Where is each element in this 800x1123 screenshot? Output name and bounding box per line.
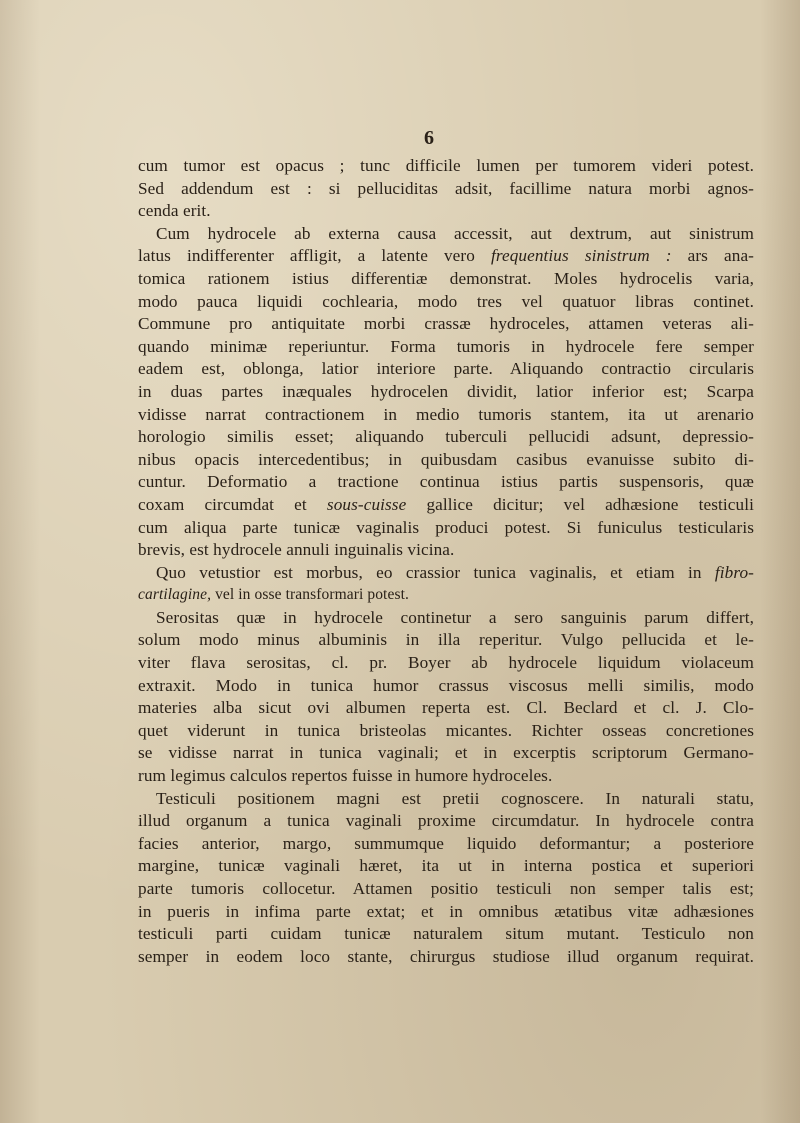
text-run: semper in eodem loco stante, chirurgus studiose illud organum requirat. (138, 946, 754, 966)
text-line (138, 268, 754, 291)
text-line (138, 652, 754, 675)
text-run: extraxit. Modo in tunica humor crassus viscosus melli similis, modo (138, 675, 754, 695)
text-line (138, 358, 754, 381)
text-line (138, 426, 754, 449)
text-run: facies anterior, margo, summumque liquido deformantur; a posteriore (138, 833, 754, 853)
text-line (138, 291, 754, 314)
text-line (138, 697, 754, 720)
text-run: cenda erit. (138, 201, 211, 221)
text-line (138, 245, 754, 268)
paragraph-start-line (138, 788, 754, 811)
italic-run: fibro- (714, 562, 754, 582)
text-run: gallice dicitur; vel adhæsione testiculi (406, 494, 754, 514)
text-line (138, 200, 754, 223)
text-line (138, 155, 754, 178)
text-line (138, 765, 754, 788)
text-line (138, 742, 754, 765)
text-run: vidisse narrat contractionem in medio tumoris stantem, ita ut arenario (138, 404, 754, 424)
text-run: solum modo minus albuminis in illa reperitur. Vulgo pellucida et le- (138, 630, 754, 650)
text-run: parte tumoris collocetur. Attamen positio testiculi non semper talis est; (138, 879, 754, 898)
text-run: Testiculi positionem magni est pretii cognoscere. In naturali statu, (156, 788, 754, 808)
italic-run: frequentius sinistrum : (490, 246, 672, 266)
text-run: cum tumor est opacus ; tunc difficile lumen per tumorem videri potest. (138, 156, 754, 175)
text-run: cum aliqua parte tunicæ vaginalis produci potest. Si funiculus testicularis (138, 517, 754, 537)
text-line (138, 878, 754, 901)
text-run: tomica rationem istius differentiæ demonstrat. Moles hydrocelis varia, (138, 268, 754, 288)
text-line (138, 901, 754, 924)
text-line (138, 404, 754, 427)
text-run: testiculi parti cuidam tunicæ naturalem situm mutant. Testiculo non (138, 924, 754, 944)
text-run: horologio similis esset; aliquando tuberculi pellucidi adsunt, depressio- (138, 427, 754, 447)
text-line (138, 833, 754, 856)
italic-run: sous-cuisse (326, 494, 407, 514)
text-line (138, 313, 754, 336)
text-run: Serositas quæ in hydrocele continetur a sero sanguinis parum differt, (156, 607, 754, 627)
text-line (138, 946, 754, 969)
body-text (138, 155, 754, 968)
text-line (138, 471, 754, 494)
text-line (138, 494, 754, 517)
text-line (138, 923, 754, 946)
text-run: cuntur. Deformatio a tractione continua istius partis suspensoris, quæ (138, 472, 754, 492)
text-run: illud organum a tunica vaginali proxime circumdatur. In hydrocele contra (138, 811, 754, 831)
text-run: margine, tunicæ vaginali hæret, ita ut in interna postica et superiori (138, 856, 754, 876)
italic-run: cartilagine, (138, 586, 212, 604)
text-line (138, 629, 754, 652)
text-run: eadem est, oblonga, latior interiore parte. Aliquando contractio circularis (138, 359, 754, 379)
text-line (138, 336, 754, 359)
page-number: 6 (424, 127, 434, 149)
text-line (138, 675, 754, 698)
text-run: coxam circumdat et (138, 494, 327, 514)
text-run: viter flava serositas, cl. pr. Boyer ab hydrocele liquidum violaceum (138, 653, 754, 673)
text-line (138, 810, 754, 833)
paragraph-start-line (138, 562, 754, 585)
text-run: ars ana- (671, 246, 754, 266)
text-run: Sed addendum est : si pelluciditas adsit, facillime natura morbi agnos- (138, 178, 754, 198)
text-run: vel in osse transformari potest. (211, 586, 409, 604)
text-run: rum legimus calculos repertos fuisse in humore hydroceles. (138, 766, 553, 786)
text-run: quando minimæ reperiuntur. Forma tumoris in hydrocele fere semper (138, 336, 754, 356)
text-run: Commune pro antiquitate morbi crassæ hydroceles, attamen veteras ali- (138, 314, 754, 334)
text-line (138, 178, 754, 201)
text-run: Quo vetustior est morbus, eo crassior tunica vaginalis, et etiam in (156, 562, 715, 582)
text-run: in pueris in infima parte extat; et in omnibus ætatibus vitæ adhæsiones (138, 901, 754, 921)
text-line (138, 584, 754, 607)
text-run: nibus opacis intercedentibus; in quibusdam casibus evanuisse subito di- (138, 449, 754, 469)
text-run: in duas partes inæquales hydrocelen dividit, latior inferior est; Scarpa (138, 381, 754, 401)
text-line (138, 517, 754, 540)
text-run: latus indifferenter affligit, a latente vero (138, 246, 491, 266)
text-line (138, 449, 754, 472)
text-run: se vidisse narrat in tunica vaginali; et in excerptis scriptorum Germano- (138, 743, 754, 763)
paragraph-start-line (138, 223, 754, 246)
text-line (138, 539, 754, 562)
text-run: materies alba sicut ovi albumen reperta est. Cl. Beclard et cl. J. Clo- (138, 698, 754, 718)
text-line (138, 381, 754, 404)
text-run: modo pauca liquidi cochlearia, modo tres vel quatuor libras continet. (138, 291, 754, 311)
text-run: Cum hydrocele ab externa causa accessit, aut dextrum, aut sinistrum (156, 223, 754, 243)
text-run: quet viderunt in tunica bristeolas micantes. Richter osseas concretiones (138, 720, 754, 740)
text-run: brevis, est hydrocele annuli inguinalis vicina. (138, 540, 455, 560)
paragraph-start-line (138, 607, 754, 630)
text-line (138, 720, 754, 743)
text-line (138, 855, 754, 878)
